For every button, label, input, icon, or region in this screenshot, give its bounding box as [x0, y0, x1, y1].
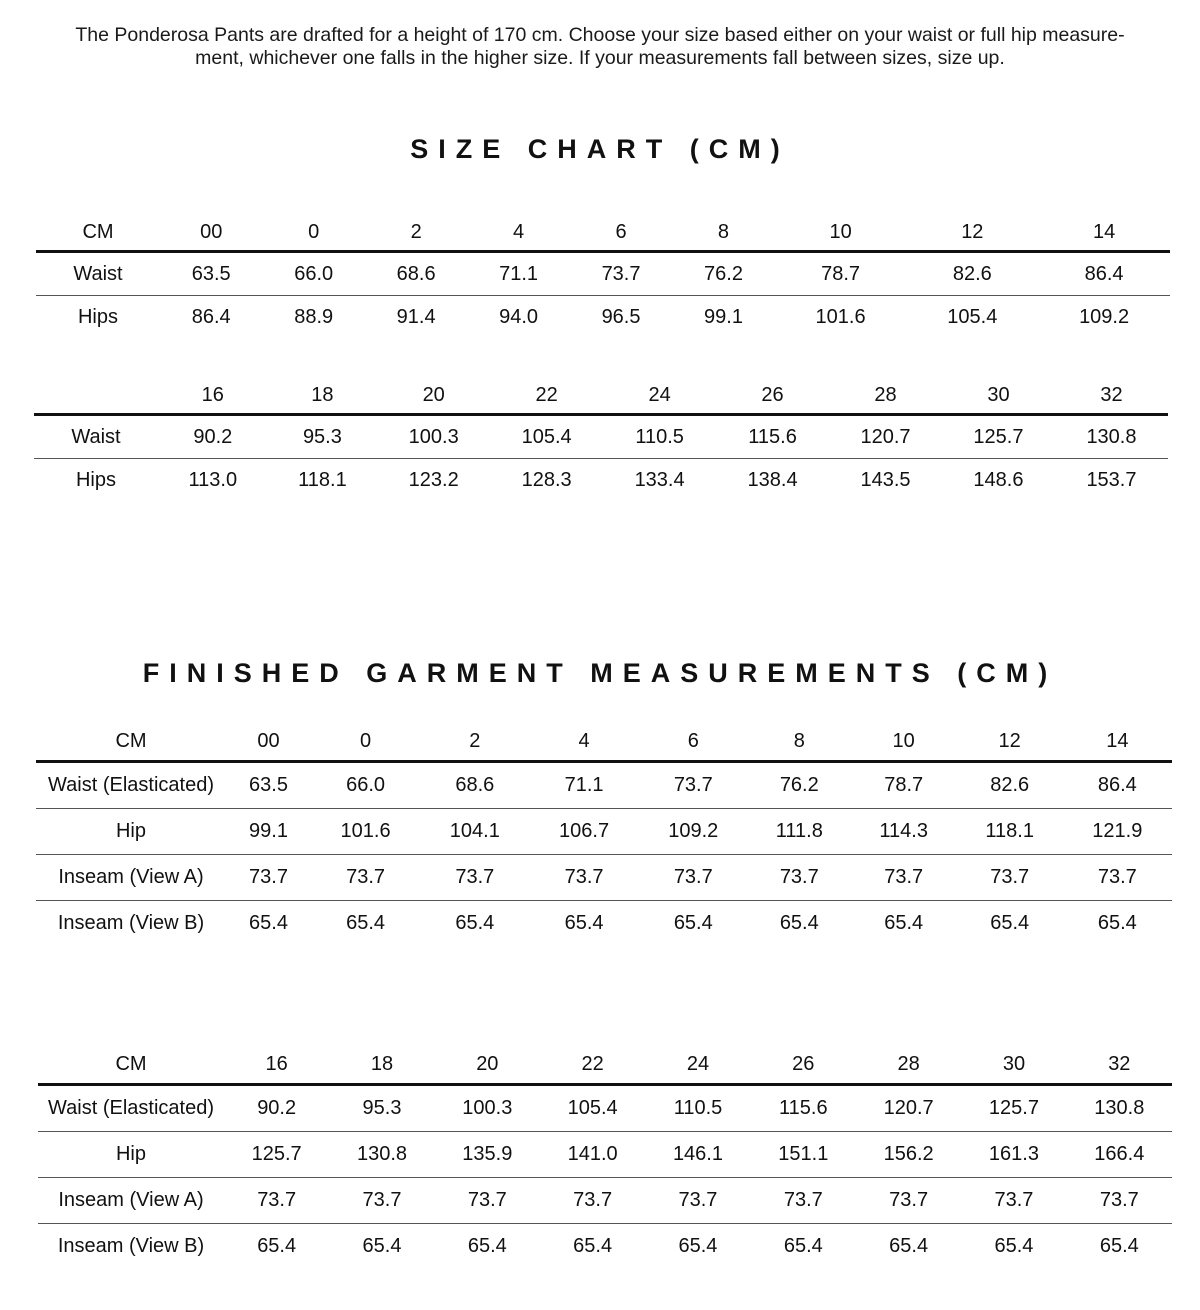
row-label: Waist: [36, 252, 160, 296]
table-cell: 94.0: [499, 305, 539, 328]
table-cell: 65.4: [564, 912, 604, 934]
table-cell: 86.4: [1038, 252, 1170, 296]
table-cell: 110.5: [645, 1085, 750, 1132]
size-header-cell: 20: [377, 377, 490, 415]
size-header-cell: 32: [1067, 1046, 1172, 1085]
intro-paragraph: [40, 24, 1160, 70]
table-cell: 65.4: [994, 1235, 1034, 1257]
table-cell: 65.4: [673, 912, 713, 934]
table-cell: 109.2: [639, 809, 748, 855]
table-cell: 100.3: [377, 415, 490, 459]
finished-garment-title: FINISHED GARMENT MEASUREMENTS (CM): [142, 658, 1058, 688]
size-header-cell: 30: [961, 1046, 1066, 1085]
size-chart-table-2: [34, 377, 1168, 501]
table-cell: 71.1: [467, 252, 569, 296]
table-cell: 113.0: [188, 468, 238, 491]
table-cell: 76.2: [748, 762, 851, 809]
table-cell: 82.6: [906, 252, 1038, 296]
size-header-cell: 14: [1063, 723, 1172, 762]
table-row: [34, 459, 1168, 502]
size-header-cell: 30: [942, 377, 1055, 415]
size-header-cell: 4: [529, 723, 638, 762]
size-header-cell: 24: [603, 377, 716, 415]
table-cell: 125.7: [942, 415, 1055, 459]
size-header-cell: 18: [268, 377, 378, 415]
finished-garment-table-1: [36, 723, 1172, 946]
size-header-cell: 16: [224, 1046, 329, 1085]
size-header-cell: 22: [490, 377, 603, 415]
size-header-cell: 2: [420, 723, 529, 762]
table-cell: 105.4: [490, 415, 603, 459]
table-cell: 65.4: [257, 1235, 297, 1257]
table-row: [38, 1224, 1172, 1270]
size-header-row: [36, 214, 1170, 252]
table-cell: 96.5: [601, 305, 641, 328]
table-cell: 166.4: [1067, 1132, 1172, 1178]
size-header-cell: 24: [645, 1046, 750, 1085]
size-header-row: [34, 377, 1168, 415]
table-cell: 143.5: [860, 468, 911, 491]
table-row: [38, 1085, 1172, 1132]
table-cell: 73.7: [540, 1178, 645, 1224]
table-cell: 128.3: [521, 468, 572, 491]
size-header-cell: 10: [775, 214, 907, 252]
size-header-cell: 00: [160, 214, 262, 252]
size-header-cell: 0: [311, 723, 420, 762]
table-row: [36, 252, 1170, 296]
size-header-cell: 00: [226, 723, 311, 762]
table-cell: 99.1: [704, 305, 743, 328]
corner-label: CM: [38, 1046, 224, 1085]
size-header-cell: 14: [1038, 214, 1170, 252]
table-cell: 123.2: [408, 468, 459, 491]
table-cell: 65.4: [573, 1235, 613, 1257]
table-cell: 65.4: [889, 1235, 929, 1257]
size-header-cell: 12: [906, 214, 1038, 252]
table-cell: 78.7: [851, 762, 957, 809]
table-cell: 68.6: [365, 252, 467, 296]
size-header-cell: 18: [329, 1046, 434, 1085]
table-cell: 63.5: [160, 252, 262, 296]
corner-label: CM: [36, 723, 226, 762]
table-cell: 135.9: [435, 1132, 540, 1178]
table-cell: 86.4: [191, 305, 231, 328]
table-cell: 71.1: [529, 762, 638, 809]
size-header-cell: 20: [435, 1046, 540, 1085]
size-header-cell: 4: [467, 214, 569, 252]
size-header-cell: 8: [748, 723, 851, 762]
table-cell: 68.6: [420, 762, 529, 809]
table-cell: 65.4: [249, 912, 288, 934]
table-cell: 106.7: [529, 809, 638, 855]
table-cell: 65.4: [678, 1235, 718, 1257]
table-cell: 73.7: [748, 855, 851, 901]
table-cell: 73.7: [529, 855, 638, 901]
table-cell: 110.5: [603, 415, 716, 459]
table-cell: 118.1: [957, 809, 1063, 855]
table-row: [34, 415, 1168, 459]
table-cell: 65.4: [1097, 912, 1137, 934]
size-header-cell: 12: [957, 723, 1063, 762]
table-cell: 115.6: [751, 1085, 856, 1132]
table-row: [36, 901, 1172, 947]
table-cell: 104.1: [420, 809, 529, 855]
table-row: [36, 762, 1172, 809]
table-cell: 105.4: [540, 1085, 645, 1132]
row-label: Inseam (View A): [36, 855, 226, 901]
table-cell: 86.4: [1063, 762, 1172, 809]
table-cell: 73.7: [224, 1178, 329, 1224]
table-cell: 130.8: [329, 1132, 434, 1178]
table-cell: 73.7: [751, 1178, 856, 1224]
table-cell: 138.4: [747, 468, 798, 491]
table-row: [36, 855, 1172, 901]
size-header-row: [38, 1046, 1172, 1085]
table-cell: 130.8: [1067, 1085, 1172, 1132]
table-cell: 101.6: [815, 305, 866, 328]
table-cell: 109.2: [1079, 305, 1130, 328]
size-header-cell: 22: [540, 1046, 645, 1085]
row-label: Waist: [34, 415, 158, 459]
table-cell: 73.7: [856, 1178, 961, 1224]
table-row: [36, 809, 1172, 855]
table-cell: 82.6: [957, 762, 1063, 809]
table-cell: 73.7: [226, 855, 311, 901]
size-header-cell: 10: [851, 723, 957, 762]
table-cell: 73.7: [311, 855, 420, 901]
size-chart-title: SIZE CHART (CM): [410, 134, 790, 164]
row-label: Waist (Elasticated): [36, 762, 226, 809]
table-cell: 130.8: [1055, 415, 1168, 459]
table-cell: 153.7: [1086, 468, 1137, 491]
table-row: [38, 1178, 1172, 1224]
table-cell: 120.7: [829, 415, 942, 459]
table-cell: 146.1: [645, 1132, 750, 1178]
size-header-cell: 0: [262, 214, 364, 252]
corner-label: [34, 377, 158, 415]
row-label: Waist (Elasticated): [38, 1085, 224, 1132]
table-cell: 73.7: [639, 855, 748, 901]
table-cell: 65.4: [1099, 1235, 1139, 1257]
table-cell: 73.7: [639, 762, 748, 809]
corner-label: CM: [36, 214, 160, 252]
table-cell: 115.6: [716, 415, 829, 459]
intro-line-1: The Ponderosa Pants are drafted for a height of 170 cm. Choose your size based either on your waist or full hip measure-: [75, 24, 1125, 46]
table-cell: 65.4: [779, 912, 819, 934]
row-label: Inseam (View B): [57, 912, 205, 934]
table-cell: 76.2: [672, 252, 774, 296]
table-cell: 101.6: [311, 809, 420, 855]
table-cell: 148.6: [973, 468, 1024, 491]
table-cell: 91.4: [396, 305, 436, 328]
table-cell: 66.0: [262, 252, 364, 296]
table-cell: 114.3: [851, 809, 957, 855]
row-label: Inseam (View B): [57, 1235, 205, 1257]
table-cell: 73.7: [570, 252, 672, 296]
table-cell: 88.9: [294, 305, 334, 328]
table-cell: 66.0: [311, 762, 420, 809]
table-cell: 63.5: [226, 762, 311, 809]
table-cell: 73.7: [957, 855, 1063, 901]
table-cell: 125.7: [961, 1085, 1066, 1132]
size-header-row: [36, 723, 1172, 762]
size-header-cell: 28: [856, 1046, 961, 1085]
table-cell: 156.2: [856, 1132, 961, 1178]
size-header-cell: 8: [672, 214, 774, 252]
table-cell: 133.4: [634, 468, 685, 491]
table-cell: 73.7: [329, 1178, 434, 1224]
table-cell: 65.4: [990, 912, 1030, 934]
table-cell: 73.7: [961, 1178, 1066, 1224]
row-label: Inseam (View A): [38, 1178, 224, 1224]
table-cell: 73.7: [435, 1178, 540, 1224]
size-header-cell: 6: [639, 723, 748, 762]
table-cell: 95.3: [329, 1085, 434, 1132]
table-cell: 125.7: [224, 1132, 329, 1178]
table-cell: 65.4: [884, 912, 924, 934]
table-cell: 151.1: [751, 1132, 856, 1178]
table-cell: 73.7: [1063, 855, 1172, 901]
table-cell: 65.4: [455, 912, 495, 934]
table-cell: 78.7: [775, 252, 907, 296]
table-row: [36, 296, 1170, 339]
size-header-cell: 32: [1055, 377, 1168, 415]
table-cell: 73.7: [851, 855, 957, 901]
table-cell: 99.1: [226, 809, 311, 855]
intro-line-2: ment, whichever one falls in the higher size. If your measurements fall between sizes, size up.: [195, 47, 1005, 69]
table-cell: 121.9: [1063, 809, 1172, 855]
size-header-cell: 26: [716, 377, 829, 415]
table-cell: 90.2: [224, 1085, 329, 1132]
table-cell: 161.3: [961, 1132, 1066, 1178]
row-label: Hips: [77, 305, 118, 328]
size-header-cell: 2: [365, 214, 467, 252]
table-cell: 73.7: [420, 855, 529, 901]
row-label: Hip: [38, 1132, 224, 1178]
size-header-cell: 6: [570, 214, 672, 252]
table-cell: 111.8: [748, 809, 851, 855]
table-cell: 105.4: [947, 305, 998, 328]
table-cell: 100.3: [435, 1085, 540, 1132]
table-cell: 90.2: [158, 415, 268, 459]
table-cell: 73.7: [1067, 1178, 1172, 1224]
row-label: Hips: [75, 468, 116, 491]
size-chart-table-1: [36, 214, 1170, 338]
table-cell: 65.4: [346, 912, 386, 934]
table-cell: 65.4: [467, 1235, 507, 1257]
size-header-cell: 28: [829, 377, 942, 415]
table-cell: 65.4: [362, 1235, 402, 1257]
row-label: Hip: [36, 809, 226, 855]
table-cell: 118.1: [298, 468, 347, 491]
size-header-cell: 26: [751, 1046, 856, 1085]
table-cell: 65.4: [783, 1235, 823, 1257]
finished-garment-table-2: [38, 1046, 1172, 1269]
table-cell: 120.7: [856, 1085, 961, 1132]
table-cell: 73.7: [645, 1178, 750, 1224]
table-row: [38, 1132, 1172, 1178]
size-header-cell: 16: [158, 377, 268, 415]
table-cell: 95.3: [268, 415, 378, 459]
table-cell: 141.0: [540, 1132, 645, 1178]
